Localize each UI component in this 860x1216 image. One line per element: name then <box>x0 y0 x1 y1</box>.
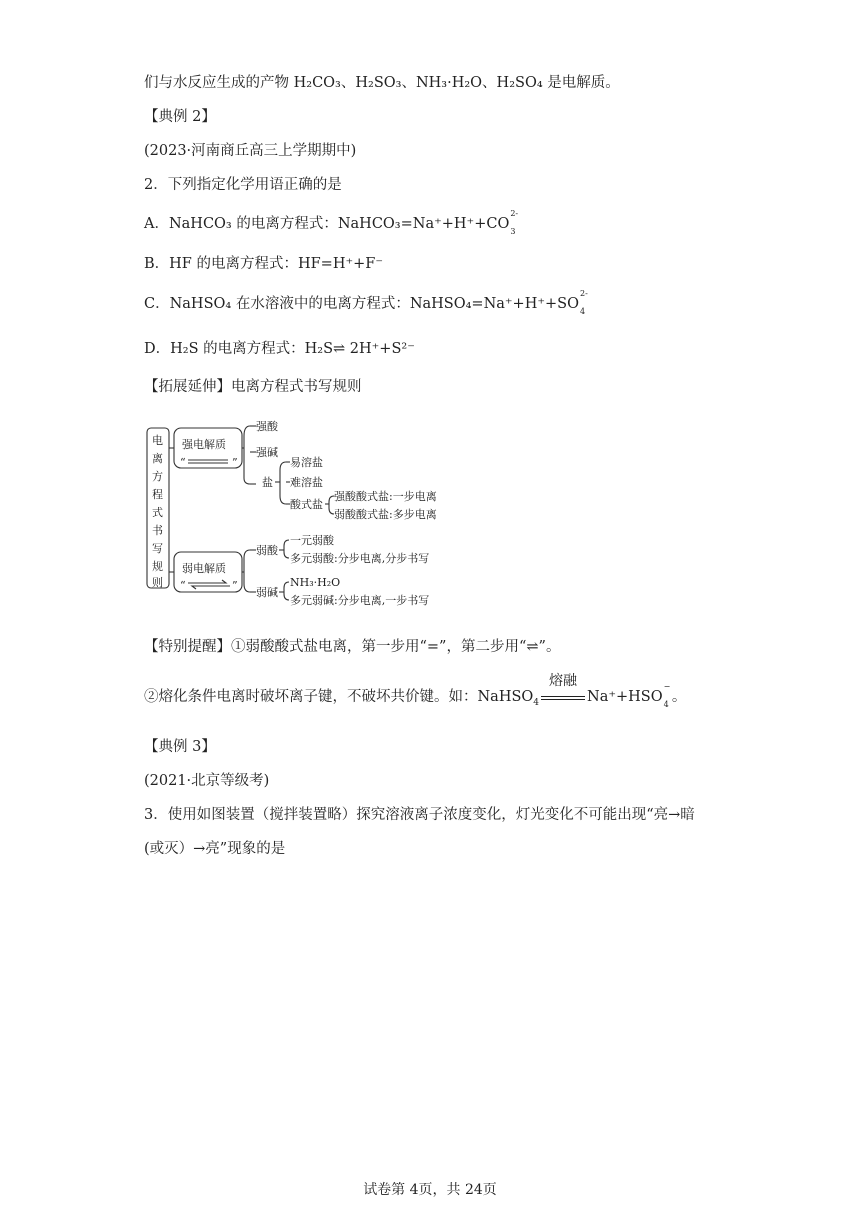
strong-acid-salt-rule: 强酸酸式盐:一步电离 <box>334 490 437 503</box>
diagram-root-4: 程 <box>152 488 163 501</box>
example2-heading: 【典例 2】 <box>144 109 216 125</box>
option-c-charge <box>579 289 588 316</box>
option-a-charge <box>509 209 519 236</box>
example3-heading: 【典例 3】 <box>144 739 216 755</box>
polybasic-weak-base-rule: 多元弱碱:分步电离,一步书写 <box>290 594 430 607</box>
extension-heading: 【拓展延伸】电离方程式书写规则 <box>144 379 362 395</box>
ammonia-hydrate: NH₃·H₂O <box>290 576 341 589</box>
reminder-end: 。 <box>671 689 687 705</box>
option-a <box>144 209 519 236</box>
weak-electrolyte-label: 弱电解质 <box>182 562 226 575</box>
melt-label: 熔融 <box>549 673 578 689</box>
weak-acid-salt-rule: 弱酸酸式盐:多步电离 <box>334 508 437 521</box>
acid-salt: 酸式盐 <box>290 498 323 511</box>
insoluble-salt: 难溶盐 <box>290 476 323 489</box>
reminder-ion: Na⁺+HSO <box>587 689 663 705</box>
option-a-sup: 2- <box>510 209 519 218</box>
polyprotic-weak-acid-rule: 多元弱酸:分步电离,分步书写 <box>290 552 430 565</box>
option-c-sup: 2- <box>580 289 588 298</box>
example2-source: (2023·河南商丘高三上学期期中) <box>144 143 357 159</box>
monoprotic-weak-acid: 一元弱酸 <box>290 534 334 547</box>
weak-quote-right: ” <box>232 579 238 592</box>
weak-acid: 弱酸 <box>256 544 278 557</box>
weak-base: 弱碱 <box>256 586 278 599</box>
reminder-line2-text: ②熔化条件电离时破坏离子键，不破坏共价键。如：NaHSO <box>144 689 534 705</box>
ionization-rules-diagram <box>144 414 454 614</box>
example3-question-2: (或灭）→亮”现象的是 <box>144 841 286 857</box>
diagram-root-5: 式 <box>152 506 163 519</box>
reminder-sup: − <box>663 682 671 691</box>
example2-question: 2．下列指定化学用语正确的是 <box>144 177 342 193</box>
option-c-ion: SO <box>557 296 579 312</box>
diagram-root-9: 则 <box>152 576 163 589</box>
diagram-root-1: 电 <box>152 434 163 447</box>
intro-text: 们与水反应生成的产物 <box>144 75 294 91</box>
option-a-ion: CO <box>486 216 510 232</box>
option-b: B．HF 的电离方程式：HF=H⁺+F⁻ <box>144 256 383 272</box>
option-a-text: A．NaHCO₃ 的电离方程式：NaHCO₃=Na⁺+H⁺+ <box>144 216 487 232</box>
strong-base: 强碱 <box>256 446 278 459</box>
diagram-root-2: 离 <box>152 452 163 465</box>
salt: 盐 <box>262 476 273 489</box>
reminder-charge <box>663 682 672 709</box>
reminder-sub: 4 <box>533 697 540 708</box>
option-a-sub: 3 <box>510 227 516 236</box>
soluble-salt: 易溶盐 <box>290 456 323 469</box>
strong-acid: 强酸 <box>256 420 278 433</box>
diagram-root-7: 写 <box>152 542 163 555</box>
diagram-root-8: 规 <box>152 560 163 573</box>
melt-arrow <box>539 673 587 707</box>
option-c-text: C．NaHSO₄ 在水溶液中的电离方程式：NaHSO₄=Na⁺+H⁺+ <box>144 296 558 312</box>
intro-line <box>144 73 620 93</box>
diagram-root-6: 书 <box>152 524 163 537</box>
reminder-ion-sub: 4 <box>663 700 669 709</box>
option-d: D．H₂S 的电离方程式：H₂S⇌ 2H⁺+S²⁻ <box>144 341 415 357</box>
reminder-line1: 【特别提醒】①弱酸酸式盐电离，第一步用“=”，第二步用“⇌”。 <box>144 639 561 655</box>
example3-question-1: 3．使用如图装置（搅拌装置略）探究溶液离子浓度变化，灯光变化不可能出现“亮→暗 <box>144 807 695 823</box>
weak-quote-left: “ <box>180 579 186 592</box>
strong-quote-left: “ <box>180 456 186 469</box>
strong-electrolyte-label: 强电解质 <box>182 438 226 451</box>
option-c-sub: 4 <box>580 307 586 316</box>
reminder-line2 <box>144 673 687 709</box>
example3-source: (2021·北京等级考) <box>144 773 270 789</box>
diagram-root-3: 方 <box>152 470 163 483</box>
page-footer: 试卷第 4页，共 24页 <box>363 1182 497 1198</box>
strong-quote-right: ” <box>232 456 238 469</box>
intro-tail: 是电解质。 <box>542 75 620 91</box>
intro-formulas: H₂CO₃、H₂SO₃、NH₃·H₂O、H₂SO₄ <box>293 75 543 91</box>
option-c <box>144 289 588 316</box>
